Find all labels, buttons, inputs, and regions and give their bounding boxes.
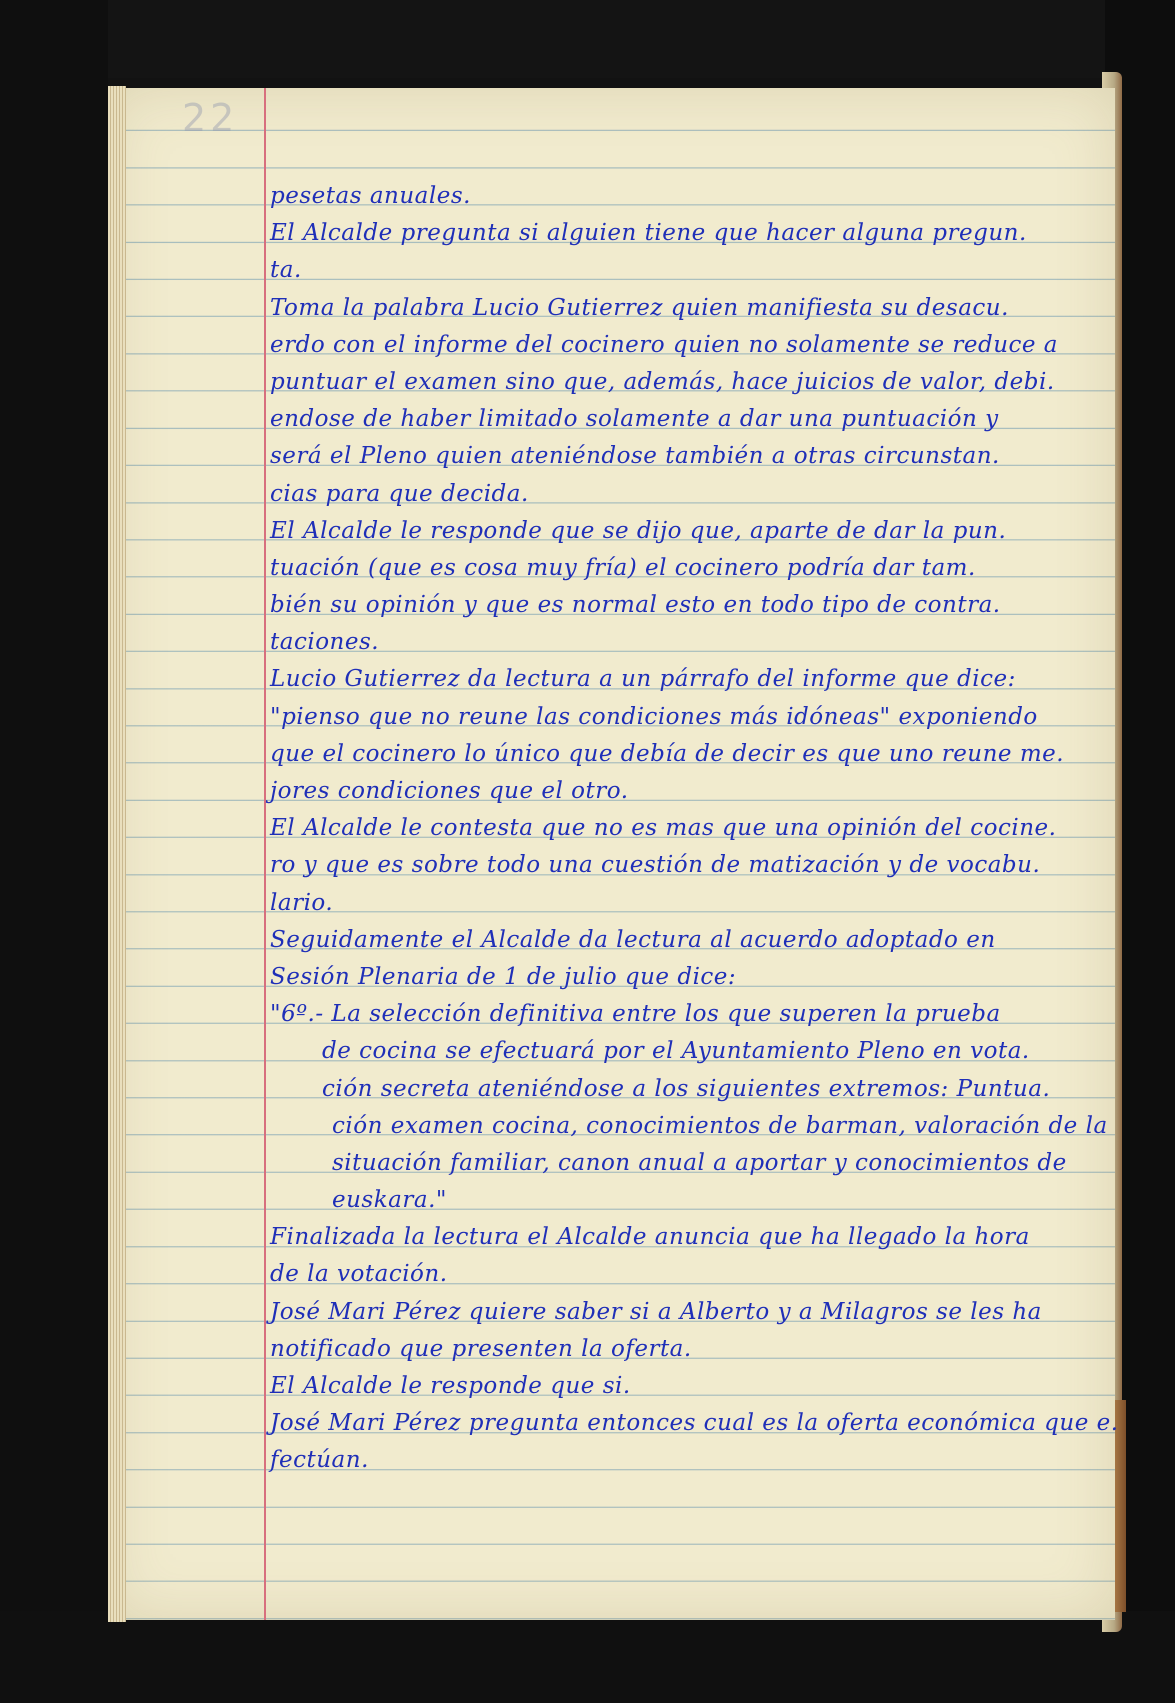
text-line: será el Pleno quien ateniéndose también a otras circunstan. [270,443,1000,470]
text-line: José Mari Pérez quiere saber si a Alberto y a Milagros se les ha [270,1298,1042,1325]
text-line: pesetas anuales. [270,183,471,209]
text-line: Finalizada la lectura el Alcalde anuncia que ha llegado la hora [270,1224,1030,1251]
text-line: "pienso que no reune las condiciones más idóneas" exponiendo [270,703,1038,730]
text-line: que el cocinero lo único que debía de decir es que uno reune me. [270,740,1065,767]
text-line: El Alcalde le contesta que no es mas que una opinión del cocine. [270,815,1057,842]
quoted-text-line: ción examen cocina, conocimientos de barman, valoración de la [332,1112,1108,1139]
text-line: puntuar el examen sino que, además, hace juicios de valor, debi. [270,368,1055,395]
text-line: El Alcalde le responde que se dijo que, aparte de dar la pun. [270,517,1007,544]
quoted-text-line: situación familiar, canon anual a aportar y conocimientos de [332,1149,1067,1176]
text-line: taciones. [270,629,380,656]
text-line: José Mari Pérez pregunta entonces cual es la oferta económica que e. [270,1410,1119,1437]
text-line: El Alcalde pregunta si alguien tiene que hacer alguna pregun. [270,220,1027,247]
text-line: jores condiciones que el otro. [270,778,629,804]
quoted-text-line: "6º.- La selección definitiva entre los que superen la prueba [270,1001,1001,1028]
page-stack-edge [108,86,126,1622]
text-line: Lucio Gutierrez da lectura a un párrafo del informe que dice: [270,666,1016,693]
text-line: erdo con el informe del cocinero quien no solamente se reduce a [270,331,1059,358]
scan-background-bottom [0,1611,1175,1703]
page-number: 22 [182,96,239,140]
quoted-text-line: de cocina se efectuará por el Ayuntamiento Pleno en vota. [322,1038,1030,1065]
text-line: El Alcalde le responde que si. [270,1373,631,1399]
quoted-text-line: euskara." [332,1187,447,1214]
text-line: bién su opinión y que es normal esto en todo tipo de contra. [270,592,1001,619]
quoted-text-line: ción secreta ateniéndose a los siguientes extremos: Puntua. [322,1075,1051,1102]
text-line: cias para que decida. [270,480,529,507]
text-line: Toma la palabra Lucio Gutierrez quien manifiesta su desacu. [270,294,1009,321]
text-line: ro y que es sobre todo una cuestión de matización y de vocabu. [270,852,1041,879]
scan-background-left [0,0,108,1703]
text-line: Seguidamente el Alcalde da lectura al acuerdo adoptado en [270,926,996,953]
handwritten-text [270,178,1150,1480]
text-line: de la votación. [270,1261,448,1288]
text-line: endose de haber limitado solamente a dar una puntuación y [270,406,999,433]
scan-background-top [0,0,1175,78]
red-margin-line [264,88,266,1620]
text-line: notificado que presenten la oferta. [270,1335,692,1362]
text-line: lario. [270,889,334,916]
text-line: fectúan. [270,1447,369,1474]
text-line: ta. [270,257,302,284]
text-line: Sesión Plenaria de 1 de julio que dice: [270,963,737,990]
text-line: tuación (que es cosa muy fría) el cocinero podría dar tam. [270,554,976,581]
